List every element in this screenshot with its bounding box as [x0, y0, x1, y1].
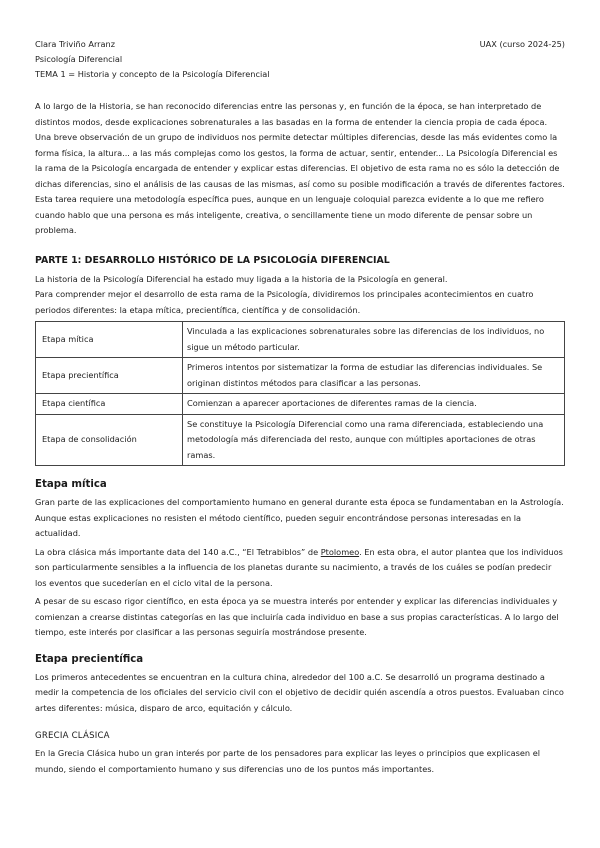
- mitica-heading: Etapa mítica: [35, 479, 107, 490]
- header-row: [35, 37, 565, 52]
- grecia-heading: GRECIA CLÁSICA: [35, 731, 110, 741]
- description-cell: Se constituye la Psicología Diferencial como una rama diferenciada, estableciendo una metodología más diferenciada del resto, aunque con múltiples aportaciones de otras ramas.: [183, 414, 565, 466]
- table-row: [36, 414, 565, 466]
- grecia-paragraph-1: En la Grecia Clásica hubo un gran interés por parte de los pensadores para explicar las leyes o principios que explicasen el mundo, siendo el comportamiento humano y sus diferencias uno de los puntos más importantes.: [35, 748, 541, 774]
- table-row: [36, 322, 565, 358]
- description-cell: Comienzan a aparecer aportaciones de diferentes ramas de la ciencia.: [183, 394, 565, 415]
- intro-paragraph: A lo largo de la Historia, se han reconocido diferencias entre las personas y, en función de la época, se han interpretado de distintos modos, desde explicaciones sobrenaturales a las basadas en la forma de entender la ciencia propia de cada época. Una breve observación de un grupo de individuos nos permite detectar múltiples diferencias, desde las más evidentes como la forma física, la altura... a las más complejas como los gestos, la forma de actuar, sentir, entender... La Psicología Diferencial es la rama de la Psicología encargada de entender y explicar estas diferencias. El objetivo de esta rama no es sólo la detección de dichas diferencias, sino el análisis de las causas de las mismas, así como su posible modificación a través de diferentes factores. Esta tarea requiere una metodología específica pues, aunque en un lenguaje coloquial parezca evidente a lo que me refiero cuando hablo que una persona es más inteligente, creativa, o sencillamente tiene un modo diferente de pensar sobre un problema.: [35, 101, 565, 235]
- precientifica-paragraph-1: Los primeros antecedentes se encuentran en la cultura china, alrededor del 100 a.C. Se desarrolló un programa destinado a medir la competencia de los oficiales del servicio civil con el objetivo de decidir quién ascendía a otros puestos. Evaluaban cinco artes diferentes: música, disparo de arco, equitación y cálculo.: [35, 671, 564, 713]
- precientifica-heading: Etapa precientífica: [35, 653, 144, 665]
- mitica-p2-start: La obra clásica más importante data del 140 a.C., “El Tetrabiblos” de: [35, 546, 321, 557]
- mitica-paragraph-3: A pesar de su escaso rigor científico, en esta época ya se muestra interés por entender y explicar las diferencias individuales y comienzan a crearse distintas categorías en las que incluiría cada individuo en base a sus propias características. A lo largo del tiempo, este interés por clasificar a las personas seguiría mostrándose presente.: [35, 596, 559, 637]
- part1-heading: PARTE 1: DESARROLLO HISTÓRICO DE LA PSICOLOGÍA DIFERENCIAL: [35, 254, 390, 266]
- table-row: [36, 394, 565, 415]
- stage-cell: Etapa precientífica: [36, 358, 183, 394]
- table-row: [36, 358, 565, 394]
- subject-name: Psicología Diferencial: [35, 54, 123, 64]
- description-cell: Vinculada a las explicaciones sobrenaturales sobre las diferencias de los individuos, no sigue un método particular.: [183, 322, 565, 358]
- mitica-paragraph-1: Gran parte de las explicaciones del comportamiento humano en general durante esta época se fundamentaban en la Astrología. Aunque estas explicaciones no resisten el método científico, pueden seguir encontrándose personas interesadas en la actualidad.: [35, 497, 564, 538]
- description-cell: Primeros intentos por sistematizar la forma de estudiar las diferencias individuales. Se originan distintos métodos para clasificar a las personas.: [183, 358, 565, 394]
- stages-table: [35, 321, 565, 466]
- topic-title: TEMA 1 = Historia y concepto de la Psicología Diferencial: [35, 69, 270, 79]
- ptolomeo-link[interactable]: Ptolomeo: [320, 546, 360, 557]
- document-page: [35, 37, 565, 777]
- mitica-paragraph-2: [35, 545, 565, 592]
- author-name: Clara Triviño Arranz: [35, 39, 116, 49]
- stage-cell: Etapa científica: [36, 394, 183, 415]
- stage-cell: Etapa de consolidación: [36, 414, 183, 466]
- stage-cell: Etapa mítica: [36, 322, 183, 358]
- part1-paragraph-2: Para comprender mejor el desarrollo de esta rama de la Psicología, dividiremos los principales acontecimientos en cuatro periodos diferentes: la etapa mítica, precientífica, científica y de consolidación.: [35, 289, 534, 315]
- course-info: UAX (curso 2024-25): [479, 39, 565, 49]
- mitica-p2-end: . En esta obra, el autor plantea que los individuos son particularmente sensibles a la influencia de los planetas durante su nacimiento, a través de los cuáles se podían predecir los eventos que sucederían en el ciclo vital de la persona.: [35, 546, 563, 588]
- part1-paragraph-1: La historia de la Psicología Diferencial ha estado muy ligada a la historia de la Psicología en general.: [35, 273, 448, 284]
